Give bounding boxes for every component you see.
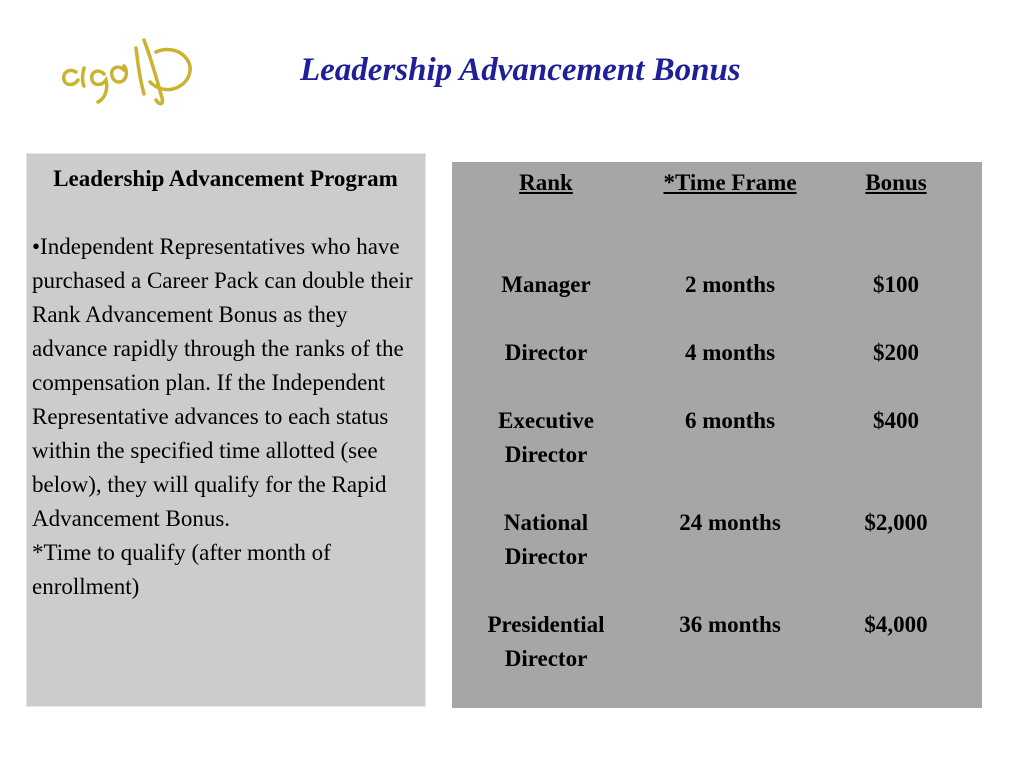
bonus-cell: $200 [873,340,919,365]
bonus-table-panel [452,162,982,708]
table-header-row [462,166,962,268]
program-heading: Leadership Advancement Program [53,166,398,191]
table-row [462,336,962,404]
program-paragraph: •Independent Representatives who have purchased a Career Pack can double their Rank Advancement Bonus as they advance rapidly through the ranks of the compensation plan. If the Independent Representative advances to each status within the specified time allotted (see below), they will qualify for the Rapid Advancement Bonus. [32,234,413,531]
rank-cell: Director [504,340,588,365]
table-row [462,506,962,608]
bonus-table [462,166,962,710]
program-footnote: *Time to qualify (after month of enrollment) [32,540,331,599]
allegre-logo [52,28,202,112]
page-title: Leadership Advancement Bonus [300,52,741,88]
header-rank: Rank [519,170,573,195]
table-row [462,404,962,506]
header-time-frame: *Time Frame [663,170,797,195]
program-panel [26,153,426,707]
time-cell: 6 months [684,408,776,433]
program-body [32,230,419,604]
header-bonus: Bonus [865,170,927,195]
table-row [462,608,962,710]
table-row [462,268,962,336]
bonus-cell: $400 [873,408,919,433]
time-cell: 24 months [679,510,781,535]
rank-cell: Executive Director [498,408,594,467]
rank-cell: Manager [501,272,591,297]
rank-cell: Presidential Director [487,612,605,671]
bonus-cell: $4,000 [864,612,928,637]
bonus-cell: $100 [873,272,919,297]
time-cell: 2 months [684,272,776,297]
bonus-cell: $2,000 [864,510,928,535]
time-cell: 4 months [684,340,776,365]
time-cell: 36 months [679,612,781,637]
rank-cell: National Director [503,510,589,569]
